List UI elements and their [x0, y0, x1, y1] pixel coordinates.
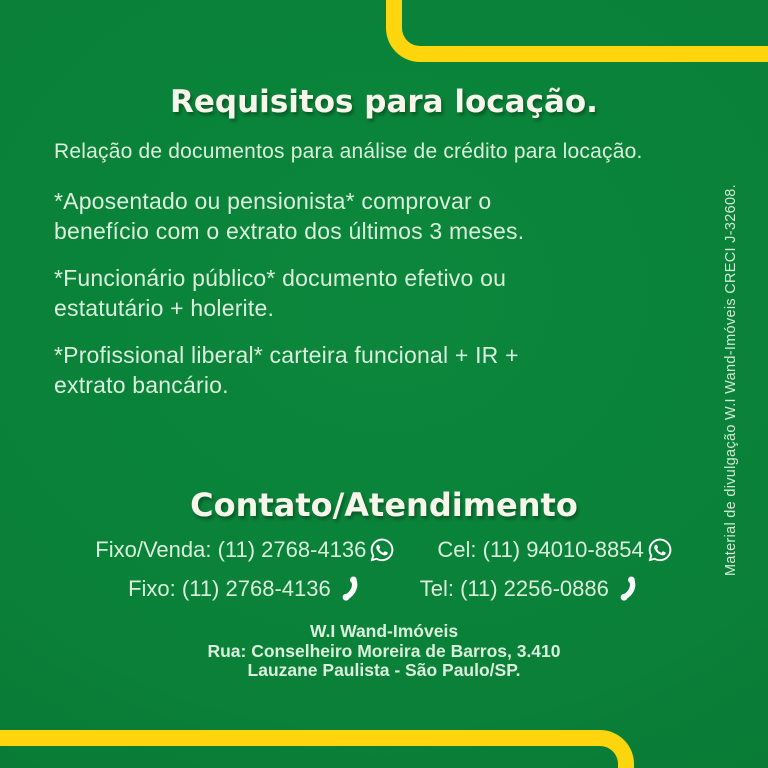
contact-cel[interactable] — [437, 537, 672, 563]
subtitle: Relação de documentos para análise de crédito para locação. — [54, 140, 643, 163]
whatsapp-icon[interactable] — [369, 537, 395, 563]
contact-row-whatsapp — [0, 537, 768, 563]
requirement-line: *Profissional liberal* carteira funcional + IR + — [54, 342, 519, 368]
contact-row-landline — [0, 575, 768, 603]
company-name: W.I Wand-Imóveis — [309, 621, 459, 641]
requirement-retiree — [54, 186, 524, 246]
creci-side-note: Material de divulgação W.I Wand-Imóveis CRECI J-32608. — [723, 183, 739, 577]
page-title: Requisitos para locação. — [170, 84, 598, 120]
contact-fixo-venda[interactable] — [95, 537, 395, 563]
requirement-line: benefício com o extrato dos últimos 3 meses. — [54, 218, 525, 244]
requirement-line: extrato bancário. — [54, 372, 229, 398]
requirement-liberal-professional — [54, 340, 519, 400]
contact-fixo[interactable] — [128, 575, 362, 603]
contact-label: Cel: (11) 94010-8854 — [437, 537, 644, 562]
contact-tel[interactable] — [420, 575, 640, 603]
company-city: Lauzane Paulista - São Paulo/SP. — [247, 660, 521, 680]
contact-label: Tel: (11) 2256-0886 — [419, 576, 609, 601]
phone-icon[interactable] — [334, 575, 362, 603]
requirement-line: *Aposentado ou pensionista* comprovar o — [54, 188, 492, 214]
contact-label: Fixo: (11) 2768-4136 — [128, 576, 331, 601]
requirement-line: estatutário + holerite. — [54, 295, 275, 321]
top-yellow-corner-accent — [386, 0, 768, 62]
company-address: Rua: Conselheiro Moreira de Barros, 3.410 — [207, 640, 561, 661]
contact-label: Fixo/Venda: (11) 2768-4136 — [95, 537, 367, 562]
whatsapp-icon[interactable] — [647, 537, 673, 563]
phone-icon[interactable] — [612, 575, 640, 603]
requirement-public-servant — [54, 263, 506, 323]
contact-heading: Contato/Atendimento — [190, 486, 578, 524]
bottom-yellow-corner-accent — [0, 730, 634, 768]
company-footer — [0, 622, 768, 681]
requirement-line: *Funcionário público* documento efetivo ou — [54, 265, 507, 291]
